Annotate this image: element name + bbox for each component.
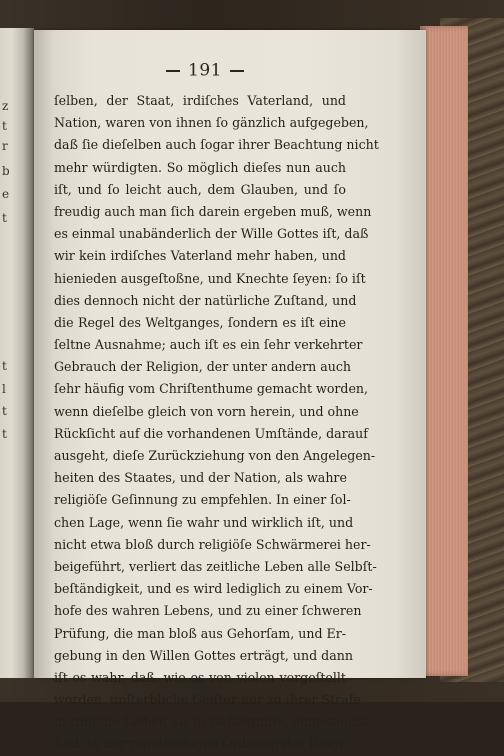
left-page-letter-fragment: t	[2, 404, 7, 418]
left-page-letter-fragment: z	[2, 99, 9, 113]
text-line: ſind. In der regelmäßigen Ordnung der Dinge	[54, 736, 347, 752]
page-header	[150, 60, 260, 84]
text-line: iſt es wahr, daß, wie es von vielen vorgeſtellt	[54, 669, 346, 685]
left-page-letter-fragment: t	[2, 119, 7, 133]
text-line: dies dennoch nicht der natürliche Zuſtand, und	[54, 292, 357, 308]
left-page-letter-fragment: b	[2, 164, 10, 178]
text-line: iſt, und ſo leicht auch, dem Glauben, und ſo	[54, 181, 346, 197]
text-line: gebung in den Willen Gottes erträgt, und dann	[54, 647, 353, 663]
text-line: daß ſie dieſelben auch ſogar ihrer Beachtung nicht	[54, 137, 379, 153]
left-page-letter-fragment: t	[2, 211, 7, 225]
text-line: chen Lage, wenn ſie wahr und wirklich iſt, und	[54, 514, 354, 530]
text-line: beigeführt, verliert das zeitliche Leben alle Selbſt-	[54, 558, 377, 574]
text-line: Nation, waren von ihnen ſo gänzlich aufgegeben,	[54, 115, 369, 131]
text-line: freudig auch man ſich darein ergeben muß, wenn	[54, 203, 372, 219]
text-line: Gebrauch der Religion, der unter andern auch	[54, 359, 352, 375]
page-number: 191	[188, 60, 222, 81]
header-dash-left	[166, 70, 180, 72]
text-line: die Regel des Weltganges, ſondern es iſt eine	[54, 314, 346, 330]
text-line: ſelben, der Staat, irdiſches Vaterland, und	[54, 93, 346, 108]
page-block-edges	[420, 26, 468, 676]
text-line: heiten des Staates, und der Nation, als wahre	[54, 470, 347, 486]
text-line: hofe des wahren Lebens, und zu einer ſchweren	[54, 603, 362, 619]
left-page-letter-fragment: e	[2, 187, 10, 201]
text-line: religiöſe Geſinnung zu empfehlen. In einer ſol-	[54, 492, 351, 508]
left-page-letter-fragment: t	[2, 427, 7, 441]
text-line: hienieden ausgeſtoßne, und Knechte ſeyen: ſo iſt	[54, 270, 366, 286]
header-dash-right	[230, 70, 244, 72]
text-line: ausgeht, dieſe Zurückziehung von den Angelegen-	[54, 448, 376, 463]
text-line: beſtändigkeit, und es wird lediglich zu einem Vor-	[54, 581, 373, 597]
text-line: wenn dieſelbe gleich von vorn herein, und ohne	[54, 403, 359, 419]
text-line: Rückſicht auf die vorhandenen Umſtände, darauf	[54, 425, 368, 441]
text-line: es einmal unabänderlich der Wille Gottes iſt, daß	[54, 226, 369, 242]
text-line: ſeltne Ausnahme; auch iſt es ein ſehr verkehrter	[54, 337, 363, 353]
text-line: worden, unſterbliche Geiſter nur zu ihrer Strafe	[54, 692, 361, 708]
left-page-letter-fragment: t	[2, 359, 7, 373]
text-line: in irdiſche Leiber, als in Gefängniſſe, eingetaucht	[54, 714, 369, 730]
text-line: ſehr häufig vom Chriſtenthume gemacht worden,	[54, 381, 369, 397]
text-line: Prüfung, die man bloß aus Gehorſam, und Er-	[54, 625, 346, 641]
page-body-text	[54, 90, 379, 756]
left-page-letter-fragment: r	[2, 139, 8, 153]
text-line: mehr würdigten. So möglich dieſes nun auch	[54, 159, 346, 175]
left-page-letter-fragment: l	[2, 382, 6, 396]
text-line: wir kein irdiſches Vaterland mehr haben, und	[54, 248, 346, 264]
gutter-shadow	[12, 28, 34, 678]
text-line: nicht etwa bloß durch religiöſe Schwärmerei her-	[54, 536, 371, 552]
